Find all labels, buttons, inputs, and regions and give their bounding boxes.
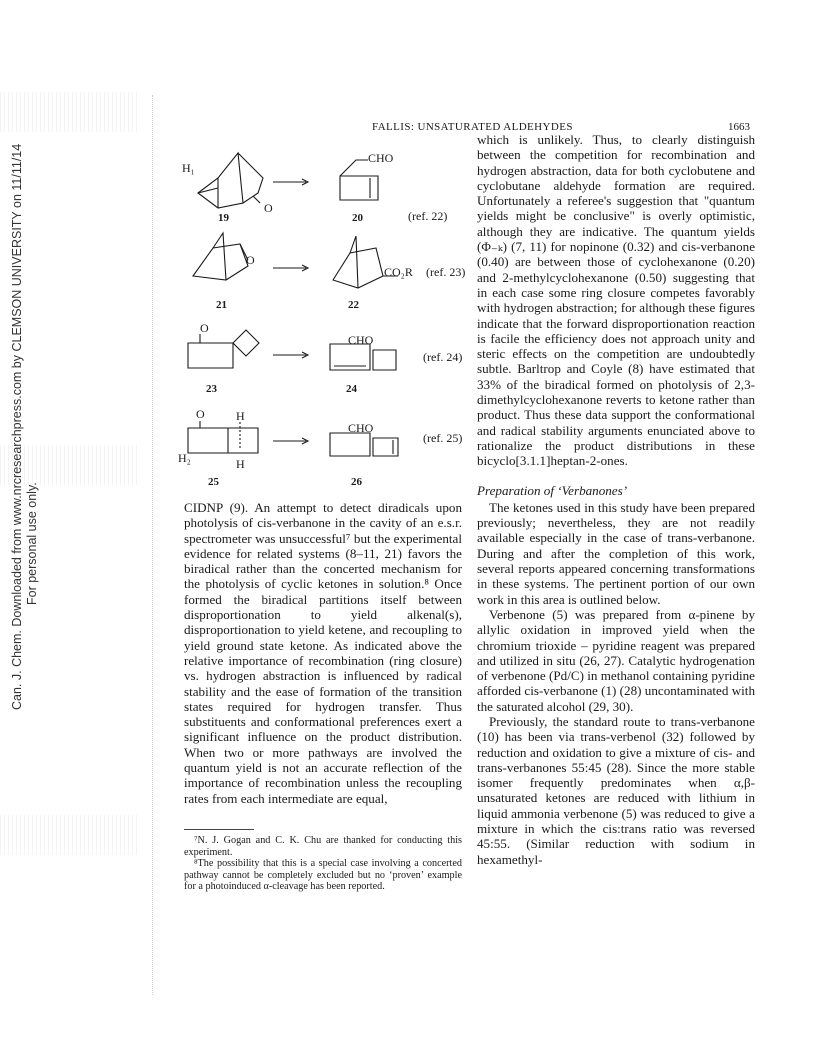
reference-label: (ref. 23) [426,265,466,279]
watermark-line: Can. J. Chem. Downloaded from www.nrcresearchpress.com by CLEMSON UNIVERSITY on 11/11/14 [10,143,24,710]
body-paragraph: The ketones used in this study have been prepared previously; nevertheless, they are not readily available especially in the case of trans-verbanone. During and after the completion of this work, several reports appeared concerning transformations in these systems. The pertinent portion of our own work in this area is outlined below. [477,499,755,607]
footnotes [184,829,462,893]
atom-label: O [200,321,209,335]
compound-number: 23 [206,383,217,395]
atom-label: H₁ [182,161,195,175]
reaction-scheme [178,148,468,498]
atom-label: O [196,407,205,421]
compound-number: 25 [208,476,219,488]
compound-number: 19 [218,212,229,224]
reaction-scheme-drawing [178,148,468,498]
left-column [184,500,462,806]
scan-noise [0,815,140,855]
body-paragraph: Verbenone (5) was prepared from α-pinene by allylic oxidation in improved yield when the chromium trioxide – pyridine reagent was prepared and utilized in situ (26, 27). Catalytic hydrogenation of verbenone (Pd/C) in methanol containing pyridine afforded cis-verbanone (1) (28) uncontaminated with the saturated alcohol (29, 30). [477,606,755,714]
footnote: ⁷N. J. Gogan and C. K. Chu are thanked for conducting this experiment. [184,835,462,858]
body-paragraph: which is unlikely. Thus, to clearly distinguish between the competition for recombination and hydrogen abstraction, data for both cyclobutene and cyclobutane aldehyde formation are required. Unfortunately a referee's suggestion that "quantum yields might be conclusive" is overly optimistic, although they are indicative. The quantum yields (Φ₋ₖ) (7, 11) for nopinone (0.32) and cis-verbanone (0.40) are between those of cyclohexanone (0.20) and 2-methylcyclohexanone (0.50) suggesting that in each case some ring closure competes favorably with hydrogen abstraction; for although these figures indicate that the forward disproportionation reaction is facile the efficiency does not approach unity and steric effects on the competition are undoubtedly subtle. Barltrop and Coyle (8) have estimated that 33% of the biradical formed on photolysis of 2,3-dimethylcyclohexanone reverts to ketone rather than product. Thus these data support the conformational and radical stability arguments enunciated above to rationalize the product distributions in these bicyclo[3.1.1]heptan-2-ones. [477,132,755,469]
watermark-line: For personal use only. [25,482,39,605]
scan-noise [0,92,140,132]
running-title: FALLIS: UNSATURATED ALDEHYDES [372,121,573,133]
body-paragraph: CIDNP (9). An attempt to detect diradicals upon photolysis of cis-verbanone in the cavity of an e.s.r. spectrometer was unsuccessful⁷ but the experimental evidence for related systems (8–11, 21) favors the biradical rather than the concerted mechanism for the photolysis of cyclic ketones in solution.⁸ Once formed the biradical partitions itself between disproportionation to yield alkenal(s), disproportionation to yield ketene, and recoupling to yield ground state ketone. As indicated above the relative importance of recombination (ring closure) vs. hydrogen abstraction is influenced by radical stability and the ease of formation of the transition states required for hydrogen transfer. Thus substituents and conformational preferences exert a significant influence on the product distribution. When two or more pathways are involved the quantum yield is not an accurate reflection of the importance of recombination unless the recoupling rates from each intermediate are equal, [184,500,462,806]
compound-number: 21 [216,299,227,311]
aldehyde-label: CHO [348,421,374,435]
page-number: 1663 [728,121,750,133]
reference-label: (ref. 24) [423,350,463,364]
reference-label: (ref. 22) [408,209,448,223]
compound-number: 20 [352,212,363,224]
download-watermark [0,143,40,710]
footnote: ⁸The possibility that this is a special case involving a concerted pathway cannot be completely excluded but no ‘proven’ example for a photoinduced α-cleavage has been reported. [184,858,462,893]
gutter-rule [152,95,153,995]
right-column [477,132,755,867]
footnote-rule [184,829,254,830]
compound-number: 24 [346,383,357,395]
atom-label: H [236,409,245,423]
atom-label: H [236,457,245,471]
body-paragraph: Previously, the standard route to trans-verbanone (10) has been via trans-verbenol (32) followed by reduction and oxidation to give a mixture of cis- and trans-verbanones 55:45 (28). Since the more stable isomer frequently predominates when α,β-unsaturated ketones are reduced with lithium in liquid ammonia verbenone (5) was reduced to give a mixture in which the cis:trans ratio was reversed 45:55. (Similar reduction with sodium in hexamethyl- [477,713,755,867]
aldehyde-label: CHO [368,151,394,165]
compound-number: 22 [348,299,359,311]
reference-label: (ref. 25) [423,431,463,445]
aldehyde-label: CHO [348,333,374,347]
ester-label: CO₂R [384,265,413,279]
section-heading: Preparation of ‘Verbanones’ [477,482,628,498]
atom-label: O [264,201,273,215]
atom-label: H₂ [178,451,191,465]
atom-label: O [246,253,255,267]
compound-number: 26 [351,476,362,488]
